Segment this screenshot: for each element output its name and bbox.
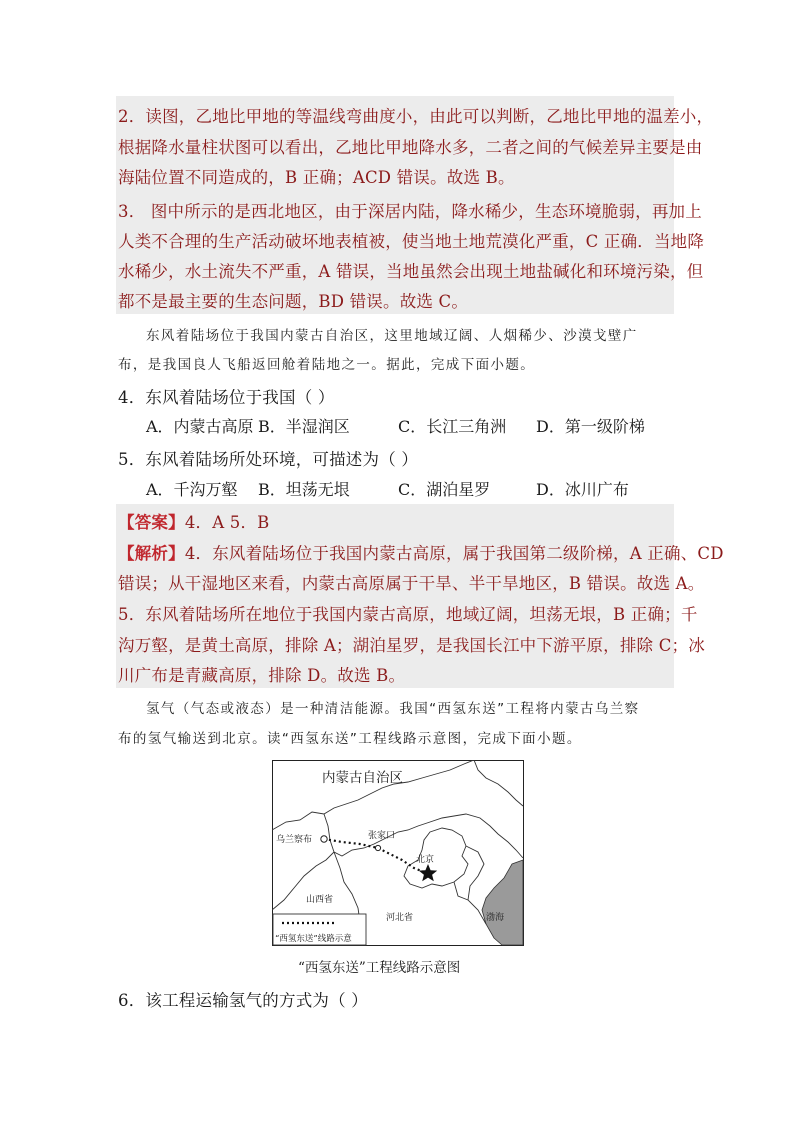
map-label-zhangjiakou: 张家口 (368, 831, 396, 841)
map-caption: “西氢东送”工程线路示意图 (298, 960, 461, 976)
q4-option-d: D．第一级阶梯 (536, 417, 645, 436)
legend-text: “西氢东送”线路示意 (275, 934, 352, 944)
q5-option-c: C．湖泊星罗 (398, 480, 491, 499)
answer-tag: 【答案】 (118, 513, 185, 532)
route-map (272, 760, 524, 946)
analysis-line5: 川广布是青藏高原，排除 D。故选 B。 (118, 666, 406, 685)
map-label-inner-mongolia: 内蒙古自治区 (322, 770, 403, 786)
q4-option-b: B．半湿润区 (258, 417, 350, 436)
explanation-q3-line2: 人类不合理的生产活动破坏地表植被，使当地土地荒漠化严重，C 正确．当地降 (118, 232, 705, 251)
map-label-wulanchabu: 乌兰察布 (276, 835, 313, 845)
explanation-q3-line3: 水稀少，水土流失不严重，A 错误，当地虽然会出现土地盐碱化和环境污染，但 (118, 262, 704, 281)
explanation-q2-line3: 海陆位置不同造成的，B 正确；ACD 错误。故选 B。 (118, 168, 515, 187)
analysis-tag: 【解析】 (118, 544, 185, 563)
answer-text: 4．A 5．B (184, 513, 270, 532)
question-5: 5．东风着陆场所处环境，可描述为（ ） (118, 450, 419, 469)
q5-option-d: D．冰川广布 (536, 480, 629, 499)
explanation-q2-line2: 根据降水量柱状图可以看出，乙地比甲地降水多，二者之间的气候差异主要是由 (118, 138, 703, 157)
q5-option-b: B．坦荡无垠 (258, 480, 350, 499)
stem-2-line2: 布的氢气输送到北京。读“西氢东送”工程线路示意图，完成下面小题。 (118, 731, 582, 747)
analysis-line3: 5．东风着陆场所在地位于我国内蒙古高原，地域辽阔，坦荡无垠，B 正确；千 (118, 605, 698, 624)
explanation-q2-line1: 2．读图，乙地比甲地的等温线弯曲度小，由此可以判断，乙地比甲地的温差小， (118, 107, 714, 126)
explanation-q3-line1: 3． 图中所示的是西北地区，由于深居内陆，降水稀少，生态环境脆弱，再加上 (118, 202, 702, 221)
question-4: 4．东风着陆场位于我国（ ） (118, 388, 335, 407)
zhangjiakou-marker (375, 845, 380, 850)
wulanchabu-marker (321, 836, 327, 842)
analysis-text-1: 4．东风着陆场位于我国内蒙古高原，属于我国第二级阶梯，A 正确、CD (184, 544, 724, 563)
map-label-bohai: 渤海 (486, 913, 505, 923)
stem-1-line1: 东风着陆场位于我国内蒙古自治区，这里地域辽阔、人烟稀少、沙漠戈壁广 (146, 328, 638, 344)
map-label-shanxi: 山西省 (306, 895, 334, 905)
map-label-beijing: 北京 (416, 855, 435, 865)
explanation-q3-line4: 都不是最主要的生态问题，BD 错误。故选 C。 (118, 292, 469, 311)
q4-option-c: C．长江三角洲 (398, 417, 507, 436)
analysis-line1 (118, 540, 724, 564)
answer-line (118, 509, 270, 533)
stem-2-line1: 氢气（气态或液态）是一种清洁能源。我国“西氢东送”工程将内蒙古乌兰察 (146, 701, 640, 717)
analysis-line2: 错误；从干湿地区来看，内蒙古高原属于干旱、半干旱地区，B 错误。故选 A。 (118, 574, 705, 593)
q5-option-a: A．千沟万壑 (146, 480, 238, 499)
analysis-line4: 沟万壑，是黄土高原，排除 A；湖泊星罗，是我国长江中下游平原，排除 C；冰 (118, 636, 705, 655)
question-6: 6．该工程运输氢气的方式为（ ） (118, 991, 368, 1010)
q4-option-a: A．内蒙古高原 (146, 417, 254, 436)
stem-1-line2: 布，是我国良人飞船返回舱着陆地之一。据此，完成下面小题。 (118, 357, 536, 373)
map-label-hebei: 河北省 (386, 913, 414, 923)
